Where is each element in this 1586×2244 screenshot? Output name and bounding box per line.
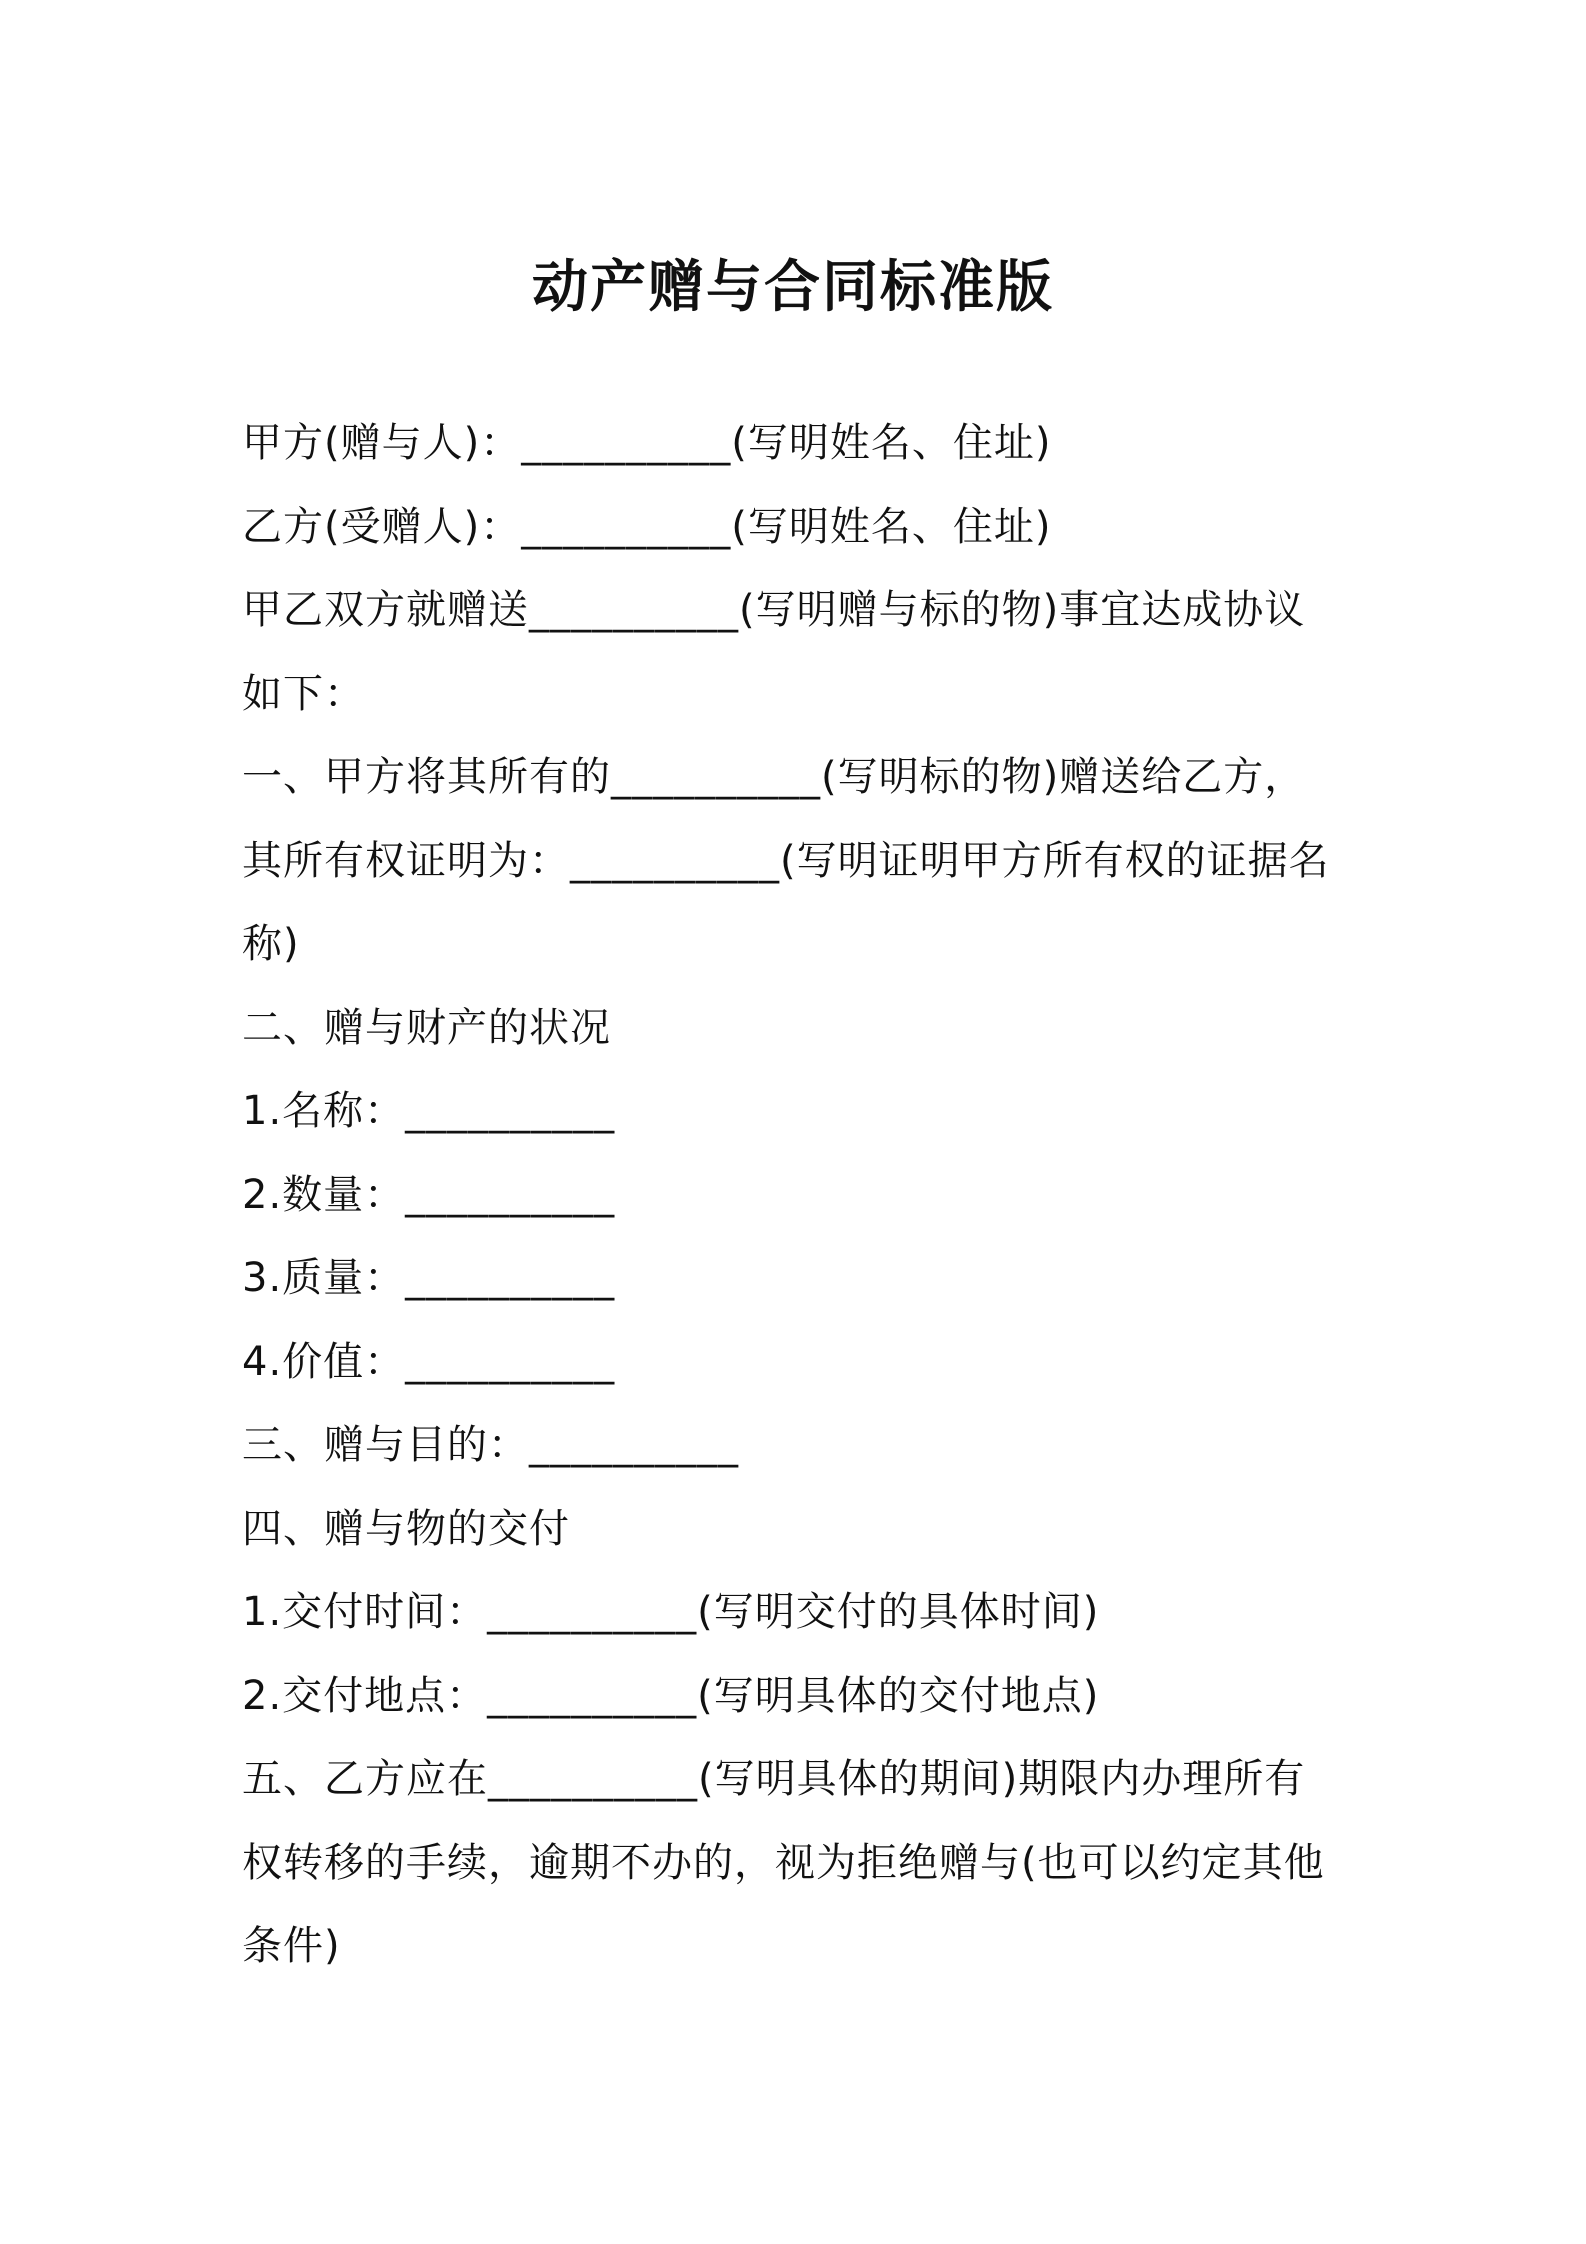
property-quantity-line: 2.数量：__________ xyxy=(242,1171,616,1218)
agreement-intro-line: 如下： xyxy=(242,670,365,717)
clause-5-line: 权转移的手续，逾期不办的，视为拒绝赠与(也可以约定其他 xyxy=(242,1839,1325,1886)
document-body xyxy=(242,402,1367,1989)
clause-3-line: 三、赠与目的：__________ xyxy=(242,1422,739,1468)
property-name-line: 1.名称：__________ xyxy=(242,1088,616,1134)
party-a-line: 甲方(赠与人)：__________(写明姓名、住址) xyxy=(242,420,1052,466)
property-quality-line: 3.质量：__________ xyxy=(242,1255,616,1301)
clause-5-line: 条件) xyxy=(242,1923,341,1969)
delivery-place-line: 2.交付地点：__________(写明具体的交付地点) xyxy=(242,1672,1100,1719)
clause-1-line: 其所有权证明为：__________(写明证明甲方所有权的证据名 xyxy=(242,837,1330,884)
party-b-line: 乙方(受赠人)：__________(写明姓名、住址) xyxy=(242,503,1052,550)
clause-4-heading: 四、赠与物的交付 xyxy=(242,1505,570,1552)
clause-5-line: 五、乙方应在__________(写明具体的期间)期限内办理所有 xyxy=(242,1756,1306,1802)
agreement-intro-line: 甲乙双方就赠送__________(写明赠与标的物)事宜达成协议 xyxy=(242,587,1306,633)
clause-1-line: 一、甲方将其所有的__________(写明标的物)赠送给乙方， xyxy=(242,754,1306,800)
document-title: 动产赠与合同标准版 xyxy=(532,255,1054,320)
delivery-time-line: 1.交付时间：__________(写明交付的具体时间) xyxy=(242,1589,1100,1635)
clause-1-line: 称) xyxy=(242,921,300,967)
clause-2-heading: 二、赠与财产的状况 xyxy=(242,1004,611,1051)
property-value-line: 4.价值：__________ xyxy=(242,1338,616,1385)
